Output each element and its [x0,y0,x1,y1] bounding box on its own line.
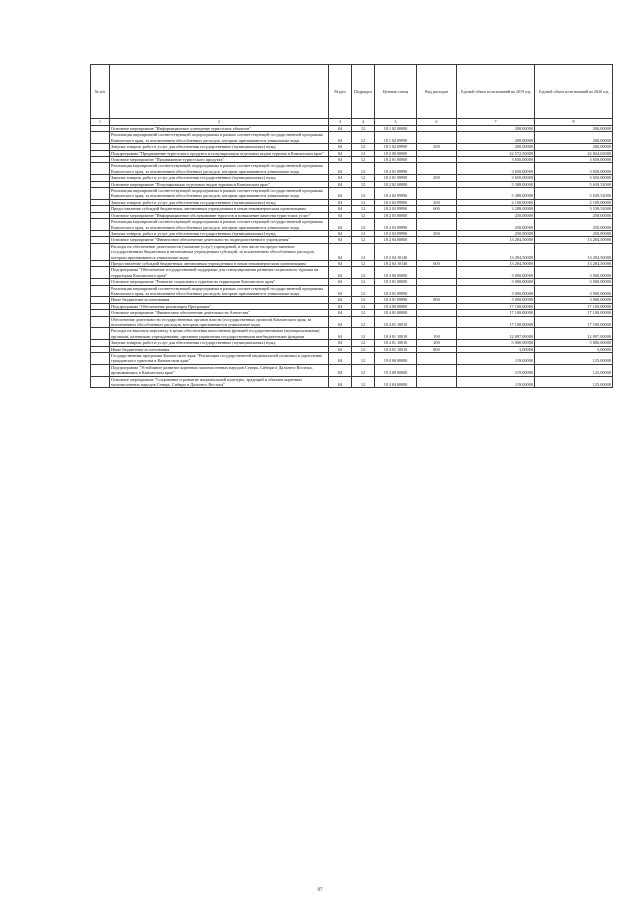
row-name: Закупка товаров, работ и услуг для обеспечения государственных (муниципальных) нужд [110,230,329,236]
row-section: 04 [329,199,352,205]
row-number [91,188,110,200]
row-subsection: 12 [352,316,375,328]
row-amount-2020: 200,00000 [535,132,613,144]
row-amount-2020: 125,00000 [535,353,613,365]
table-row [91,328,613,340]
row-target: 18 1 02 09990 [375,144,417,150]
row-amount-2019: 13 284,50000 [457,260,535,266]
column-number: 1 [91,119,110,126]
header-no: № п/п [91,65,110,119]
header-amount-2019: Годовой объем ассигнований на 2019 год [457,65,535,119]
row-target: 18 3 00 00000 [375,267,417,279]
column-number: 4 [352,119,375,126]
row-amount-2019: 5 388,00000 [457,188,535,200]
column-number: 6 [417,119,457,126]
row-amount-2020: 3 650,00000 [535,163,613,175]
row-subsection: 12 [352,132,375,144]
row-section: 04 [329,310,352,316]
row-target: 18 4 01 10010 [375,340,417,346]
row-amount-2019: 22 572,50000 [457,150,535,156]
row-name: Расходы на обеспечение деятельности (оказание услуг) учреждений, в том числе на предоставление государственным бюджетным и автономным учреждениям субсидий, за исключением обособленных расходов, которым присваиваются уникальные коды [110,243,329,260]
row-amount-2020: 3 000,00000 [535,297,613,303]
table-row [91,285,613,297]
row-amount-2020: 13 284,50000 [535,243,613,260]
row-section: 04 [329,175,352,181]
row-amount-2019: 250,00000 [457,230,535,236]
row-section: 04 [329,188,352,200]
row-section: 04 [329,126,352,132]
row-amount-2019: 5 000,00000 [457,340,535,346]
row-target: 18 2 01 00000 [375,157,417,163]
header-name [110,65,329,119]
row-subsection: 12 [352,212,375,218]
row-name: Основное мероприятие "Сохранение и развитие национальной культуры, традиций и обычаев коренных малочисленных народов Севера, Сибири и Дальнего Востока" [110,376,329,388]
table-row [91,188,613,200]
row-amount-2019: 2 100,00000 [457,199,535,205]
row-name: Основное мероприятие "Развитие социального туризма на территории Камчатского края" [110,279,329,285]
row-amount-2020: 250,00000 [535,230,613,236]
row-target: 19 3 00 00000 [375,364,417,376]
row-name: Основное мероприятие "Финансовое обеспечение деятельности Агентства" [110,310,329,316]
row-section: 04 [329,230,352,236]
row-target: 18 1 02 09990 [375,132,417,144]
row-expense-type: 600 [417,206,457,212]
row-section: 04 [329,260,352,266]
row-number [91,132,110,144]
row-subsection: 12 [352,230,375,236]
row-amount-2020: 3 650,00000 [535,175,613,181]
row-amount-2019: 12 097,00000 [457,328,535,340]
row-target: 18 3 01 09990 [375,297,417,303]
row-target: 18 4 01 10010 [375,346,417,352]
row-expense-type [417,376,457,388]
row-amount-2019: 200,00000 [457,126,535,132]
row-amount-2020: 13 284,50000 [535,237,613,243]
row-expense-type: 200 [417,340,457,346]
row-expense-type [417,243,457,260]
row-amount-2019: 17 100,00000 [457,316,535,328]
row-section: 04 [329,297,352,303]
row-amount-2019: 250,00000 [457,212,535,218]
row-number [91,243,110,260]
row-expense-type [417,188,457,200]
row-section: 04 [329,181,352,187]
column-number-row [91,119,613,126]
row-amount-2019: 250,00000 [457,219,535,231]
row-name: Подпрограмма "Устойчивое развитие коренных малочисленных народов Севера, Сибири и Дальнего Востока, проживающих в Камчатском крае" [110,364,329,376]
row-expense-type: 200 [417,230,457,236]
row-amount-2019: 13 284,50000 [457,237,535,243]
row-name: Подпрограмма "Обеспечение реализации Программы" [110,303,329,309]
row-number [91,267,110,279]
row-name: Предоставление субсидий бюджетным, автономным учреждениям и иным некоммерческим организациям [110,206,329,212]
row-expense-type [417,316,457,328]
row-amount-2020: 3 000,00000 [535,279,613,285]
row-target: 18 4 01 10010 [375,328,417,340]
row-target: 18 2 00 00000 [375,150,417,156]
table-row [91,132,613,144]
row-amount-2020: 12 097,00000 [535,328,613,340]
row-target: 18 4 00 00000 [375,303,417,309]
row-name: Основное мероприятие "Продвижение туристского продукта" [110,157,329,163]
row-section: 04 [329,285,352,297]
row-amount-2020: 22 824,02000 [535,150,613,156]
row-subsection: 12 [352,303,375,309]
row-subsection: 12 [352,328,375,340]
row-amount-2019: 119,00000 [457,376,535,388]
row-subsection: 12 [352,260,375,266]
row-expense-type [417,285,457,297]
row-amount-2020: 17 100,00000 [535,310,613,316]
row-target: 18 1 02 00000 [375,126,417,132]
row-subsection: 12 [352,237,375,243]
row-amount-2019: 200,00000 [457,132,535,144]
row-name: Государственная программа Камчатского края "Реализация государственной национальной политики и укрепление гражданского единства в Камчатском крае" [110,353,329,365]
row-amount-2020: 5 639,52000 [535,188,613,200]
table-row [91,376,613,388]
column-number: 3 [329,119,352,126]
row-amount-2020: 3 000,00000 [535,267,613,279]
row-subsection: 12 [352,285,375,297]
row-target: 19 0 00 00000 [375,353,417,365]
row-expense-type: 800 [417,297,457,303]
row-amount-2020: 2 100,00000 [535,199,613,205]
table-body [91,119,613,388]
row-name: Основное мероприятие "Информационное обслуживание туристов и повышение качества туристских услуг" [110,212,329,218]
row-section: 04 [329,132,352,144]
row-name: Основное мероприятие "Популяризация отдельных видов туризма в Камчатском крае" [110,181,329,187]
row-amount-2019: 17 100,00000 [457,303,535,309]
row-section: 04 [329,237,352,243]
row-subsection: 12 [352,157,375,163]
row-subsection: 12 [352,340,375,346]
row-number [91,376,110,388]
row-target: 18 2 04 00000 [375,237,417,243]
row-subsection: 12 [352,243,375,260]
row-expense-type: 200 [417,144,457,150]
row-subsection: 12 [352,150,375,156]
row-name: Иные бюджетные ассигнования [110,297,329,303]
row-target: 18 4 01 10010 [375,316,417,328]
row-target: 18 2 01 09990 [375,163,417,175]
budget-table [90,64,613,388]
page-number: 97 [317,888,323,893]
row-section: 04 [329,346,352,352]
header-amount-2020: Годовой объем ассигнований на 2020 год [535,65,613,119]
row-name: Подпрограмма "Продвижение туристского продукта и популяризация отдельных видов туризма в Камчатском крае" [110,150,329,156]
row-number [91,364,110,376]
row-amount-2019: 200,00000 [457,144,535,150]
row-amount-2019: 3 650,00000 [457,157,535,163]
column-number: 8 [535,119,613,126]
row-target: 18 2 02 00000 [375,181,417,187]
row-name: Закупка товаров, работ и услуг для обеспечения государственных (муниципальных) нужд [110,144,329,150]
row-name: Иные бюджетные ассигнования [110,346,329,352]
row-amount-2019: 5 388,00000 [457,181,535,187]
row-section: 04 [329,303,352,309]
row-target: 18 3 01 00000 [375,279,417,285]
row-expense-type [417,267,457,279]
row-subsection: 12 [352,199,375,205]
row-amount-2019: 17 100,00000 [457,310,535,316]
row-number [91,219,110,231]
row-subsection: 12 [352,310,375,316]
row-subsection: 12 [352,163,375,175]
row-name: Подпрограмма "Обеспечение государственной поддержки для стимулирования развития социального туризма на территории Камчатского края" [110,267,329,279]
table-row [91,267,613,279]
row-amount-2020: 17 100,00000 [535,303,613,309]
row-amount-2020: 125,00000 [535,376,613,388]
row-target: 18 3 01 09990 [375,285,417,297]
table-row [91,243,613,260]
row-section: 04 [329,267,352,279]
table-row [91,163,613,175]
row-amount-2020: 3 539,52000 [535,206,613,212]
header-expense-type: Вид расходов [417,65,457,119]
row-expense-type: 100 [417,328,457,340]
row-target: 18 2 02 09990 [375,188,417,200]
row-name: Основное мероприятие "Финансовое обеспечение деятельности подведомственного учреждения" [110,237,329,243]
row-subsection: 12 [352,126,375,132]
row-subsection: 12 [352,279,375,285]
row-amount-2020: 17 100,00000 [535,316,613,328]
row-target: 18 2 04 10140 [375,243,417,260]
row-amount-2020: 200,00000 [535,144,613,150]
row-section: 04 [329,316,352,328]
table-row [91,353,613,365]
row-amount-2019: 3,00000 [457,346,535,352]
row-amount-2020: 3,00000 [535,346,613,352]
row-name: Реализация мероприятий соответствующей подпрограммы в рамках соответствующей государственной программы Камчатского края, за исключением обособленных расходов, которым присваиваются уникальные коды [110,188,329,200]
row-amount-2019: 3 000,00000 [457,297,535,303]
row-amount-2019: 3 650,00000 [457,175,535,181]
row-expense-type: 200 [417,175,457,181]
row-amount-2019: 3 288,00000 [457,206,535,212]
row-section: 04 [329,212,352,218]
row-section: 04 [329,150,352,156]
row-section: 04 [329,328,352,340]
row-subsection: 12 [352,188,375,200]
row-name: Предоставление субсидий бюджетным, автономным учреждениям и иным некоммерческим организациям [110,260,329,266]
row-expense-type: 600 [417,260,457,266]
row-number [91,163,110,175]
row-subsection: 12 [352,346,375,352]
row-subsection: 12 [352,219,375,231]
row-subsection: 12 [352,181,375,187]
row-name: Обеспечение деятельности государственных органов власти (государственных органов) Камчатского края, за исключением обособленных расходов, которым присваиваются уникальные коды [110,316,329,328]
row-expense-type [417,353,457,365]
row-name: Реализация мероприятий соответствующей подпрограммы в рамках соответствующей государственной программы Камчатского края, за исключением обособленных расходов, которым присваиваются уникальные коды [110,163,329,175]
row-amount-2019: 3 650,00000 [457,163,535,175]
row-subsection: 12 [352,144,375,150]
row-amount-2020: 13 284,50000 [535,260,613,266]
row-target: 18 2 03 09990 [375,230,417,236]
row-amount-2019: 3 000,00000 [457,279,535,285]
row-section: 04 [329,376,352,388]
row-subsection: 12 [352,206,375,212]
row-amount-2020: 200,00000 [535,126,613,132]
row-section: 04 [329,340,352,346]
row-target: 18 2 03 09990 [375,219,417,231]
table-row [91,219,613,231]
row-amount-2019: 119,00000 [457,353,535,365]
table-header-row [91,65,613,119]
header-subsection: Подраздел [352,65,375,119]
row-section: 04 [329,364,352,376]
row-name: Основное мероприятие "Информационное освещение туристских объектов" [110,126,329,132]
row-amount-2019: 119,00000 [457,364,535,376]
row-subsection: 12 [352,376,375,388]
row-target: 18 2 01 09990 [375,175,417,181]
row-expense-type [417,132,457,144]
table-row [91,364,613,376]
row-section: 04 [329,163,352,175]
column-number: 7 [457,119,535,126]
row-amount-2020: 5 639,52000 [535,181,613,187]
row-amount-2019: 3 000,00000 [457,267,535,279]
row-amount-2019: 13 284,50000 [457,243,535,260]
row-section: 04 [329,279,352,285]
row-target: 18 4 01 00000 [375,310,417,316]
row-amount-2020: 250,00000 [535,219,613,231]
row-section: 04 [329,157,352,163]
row-target: 18 2 02 09990 [375,199,417,205]
row-amount-2020: 250,00000 [535,212,613,218]
row-expense-type: 800 [417,346,457,352]
row-name: Расходы на выплаты персоналу в целях обеспечения выполнения функций государственными (муниципальными) органами, казенными учреждениями, органами управления государственными внебюджетными фондами [110,328,329,340]
row-name: Закупка товаров, работ и услуг для обеспечения государственных (муниципальных) нужд [110,340,329,346]
row-subsection: 12 [352,364,375,376]
row-subsection: 12 [352,175,375,181]
row-section: 04 [329,144,352,150]
row-name: Реализация мероприятий соответствующей подпрограммы в рамках соответствующей государственной программы Камчатского края, за исключением обособленных расходов, которым присваиваются уникальные коды [110,285,329,297]
row-target: 18 2 04 10140 [375,260,417,266]
row-subsection: 12 [352,353,375,365]
row-section: 04 [329,206,352,212]
row-number [91,353,110,365]
row-subsection: 12 [352,297,375,303]
row-target: 19 3 04 00000 [375,376,417,388]
table-row [91,316,613,328]
row-name: Закупка товаров, работ и услуг для обеспечения государственных (муниципальных) нужд [110,199,329,205]
header-section: Раздел [329,65,352,119]
row-section: 04 [329,243,352,260]
row-name: Закупка товаров, работ и услуг для обеспечения государственных (муниципальных) нужд [110,175,329,181]
row-subsection: 12 [352,267,375,279]
row-expense-type: 200 [417,199,457,205]
row-amount-2020: 3 000,00000 [535,285,613,297]
row-name: Реализация мероприятий соответствующей подпрограммы в рамках соответствующей государственной программы Камчатского края, за исключением обособленных расходов, которым присваиваются уникальные коды [110,132,329,144]
row-amount-2020: 5 000,00000 [535,340,613,346]
row-amount-2019: 3 000,00000 [457,285,535,297]
row-section: 04 [329,219,352,231]
row-number [91,328,110,340]
row-name: Реализация мероприятий соответствующей подпрограммы в рамках соответствующей государственной программы Камчатского края, за исключением обособленных расходов, которым присваиваются уникальные коды [110,219,329,231]
row-amount-2020: 125,00000 [535,364,613,376]
row-expense-type [417,163,457,175]
row-expense-type [417,219,457,231]
row-number [91,316,110,328]
column-number: 5 [375,119,417,126]
row-target: 18 2 03 00000 [375,212,417,218]
row-amount-2020: 3 650,00000 [535,157,613,163]
column-number: 2 [110,119,329,126]
row-number [91,285,110,297]
row-expense-type [417,364,457,376]
row-section: 04 [329,353,352,365]
row-target: 18 2 02 09990 [375,206,417,212]
header-target: Целевая статья [375,65,417,119]
